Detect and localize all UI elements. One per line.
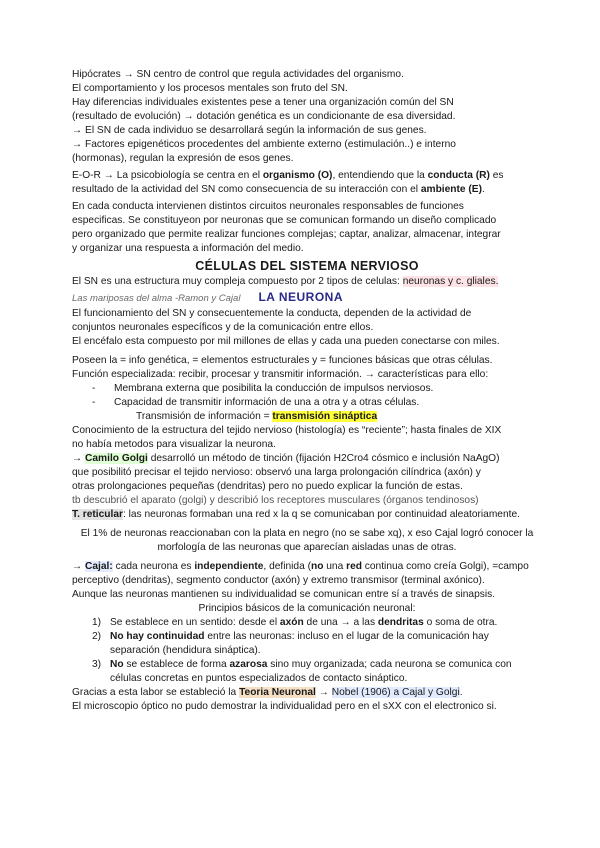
text-line: Poseen la = info genética, = elementos estructurales y = funciones básicas que otras células. bbox=[72, 355, 493, 366]
numbered-item: 3) No se establece de forma azarosa sino muy organizada; cada neurona se comunica con bbox=[92, 659, 512, 670]
text-line: → Factores epigenéticos procedentes del ambiente externo (estimulación..) e interno bbox=[72, 139, 456, 150]
highlight-golgi: Camilo Golgi bbox=[85, 453, 148, 464]
text-line: (resultado de evolución) → dotación genética es un condicionante de esa diversidad. bbox=[72, 111, 456, 122]
document-page bbox=[72, 68, 542, 714]
list-item: - Capacidad de transmitir información de una a otra y a otras células. bbox=[92, 397, 420, 408]
text-line: (hormonas), regulan la expresión de esos genes. bbox=[72, 153, 294, 164]
text-line: conjuntos neuronales específicos y de la comunicación entre ellos. bbox=[72, 322, 374, 333]
subheading-line bbox=[72, 289, 542, 307]
text-line: Conocimiento de la estructura del tejido nervioso (histología) es “reciente”; hasta finales de XIX bbox=[72, 425, 502, 436]
text-line: Hipócrates → SN centro de control que regula actividades del organismo. bbox=[72, 69, 404, 80]
list-item: - Membrana externa que posibilita la conducción de impulsos nerviosos. bbox=[92, 383, 434, 394]
numbered-item-cont: separación (hendidura sináptica). bbox=[110, 645, 261, 656]
quote-mariposas: Las mariposas del alma -Ramon y Cajal bbox=[72, 293, 241, 304]
text-line: El 1% de neuronas reaccionaban con la plata en negro (no se sabe xq), x eso Cajal logró conocer la bbox=[80, 528, 534, 539]
text-line: Función especializada: recibir, procesar y transmitir información. → características para ello: bbox=[72, 369, 489, 380]
section-heading: CÉLULAS DEL SISTEMA NERVIOSO bbox=[195, 259, 419, 273]
cajal-line: → Cajal: cada neurona es independiente, definida (no una red continua como creía Golgi), =campo bbox=[72, 561, 529, 572]
highlight-nobel: Nobel (1906) a Cajal y Golgi bbox=[331, 687, 460, 698]
text-line: El encéfalo esta compuesto por mil millones de ellas y cada una pueden conectarse con miles. bbox=[72, 336, 500, 347]
numbered-item-cont: células concretas en puntos especializados de contacto sináptico. bbox=[110, 673, 408, 684]
text-line: El comportamiento y los procesos mentales son fruto del SN. bbox=[72, 83, 348, 94]
text-line: y organizar una respuesta a información del medio. bbox=[72, 243, 304, 254]
eor-line: E-O-R → La psicobiología se centra en el organismo (O), entendiendo que la conducta (R) es bbox=[72, 170, 504, 181]
highlight-reticular: T. reticular bbox=[72, 509, 123, 520]
text-line: no había metodos para visualizar la neurona. bbox=[72, 439, 276, 450]
text-line: pero organizado que permite realizar funciones complejas; captar, analizar, almacenar, integrar bbox=[72, 229, 501, 240]
subheading-neurona: LA NEURONA bbox=[258, 290, 343, 304]
numbered-item: 2) No hay continuidad entre las neuronas: incluso en el lugar de la comunicación hay bbox=[92, 631, 489, 642]
highlight-neuronas: neuronas y c. gliales. bbox=[402, 276, 499, 287]
principios-heading: Principios básicos de la comunicación neuronal: bbox=[198, 603, 416, 614]
eor-line-2: resultado de la actividad del SN como consecuencia de su interacción con el ambiente (E). bbox=[72, 184, 485, 195]
text-line: El funcionamiento del SN y consecuentemente la conducta, dependen de la actividad de bbox=[72, 308, 472, 319]
text-line: que posibilitó precisar el tejido nervioso: observó una larga prolongación cilíndrica (axón) y bbox=[72, 467, 481, 478]
numbered-item: 1) Se establece en un sentido: desde el axón de una → a las dendritas o soma de otra. bbox=[92, 617, 498, 628]
transmision-line: Transmisión de información = transmisión sináptica bbox=[136, 411, 378, 422]
text-line: Hay diferencias individuales existentes pese a tener una organización común del SN bbox=[72, 97, 454, 108]
highlight-transmision: transmisión sináptica bbox=[272, 411, 378, 422]
reticular-line: T. reticular: las neuronas formaban una red x la q se comunicaban por continuidad aleatoriamente. bbox=[72, 509, 520, 520]
text-line: En cada conducta intervienen distintos circuitos neuronales responsables de funciones bbox=[72, 201, 464, 212]
text-line: tb descubrió el aparato (golgi) y describió los receptores musculares (órganos tendinosos) bbox=[72, 495, 479, 506]
text-line: otras prolongaciones pequeñas (dendritas) pero no puedo explicar la función de estas. bbox=[72, 481, 463, 492]
text-line: Aunque las neuronas mantienen su individualidad se comunican entre sí a través de sinapsis. bbox=[72, 589, 496, 600]
text-line: El microscopio óptico no pudo demostrar la individualidad pero en el sXX con el electronico si. bbox=[72, 701, 497, 712]
teoria-line: Gracias a esta labor se estableció la Teoria Neuronal → Nobel (1906) a Cajal y Golgi. bbox=[72, 687, 463, 698]
text-line: perceptivo (dendritas), segmento conductor (axón) y extremo transmisor (terminal axónico). bbox=[72, 575, 485, 586]
text-line: → El SN de cada individuo se desarrollará según la información de sus genes. bbox=[72, 125, 427, 136]
text-line: especificas. Se constituyeon por neuronas que se comunican formando un diseño complicado bbox=[72, 215, 497, 226]
text-line: morfología de las neuronas que aparecían aisladas unas de otras. bbox=[157, 542, 457, 553]
highlight-teoria: Teoria Neuronal bbox=[239, 687, 316, 698]
highlight-cajal: Cajal: bbox=[85, 561, 113, 572]
text-line: El SN es una estructura muy compleja compuesto por 2 tipos de celulas: neuronas y c. gliales. bbox=[72, 276, 499, 287]
golgi-line: → Camilo Golgi desarrolló un método de tinción (fijación H2Cro4 cósmico e inclusión NaAgO) bbox=[72, 453, 500, 464]
